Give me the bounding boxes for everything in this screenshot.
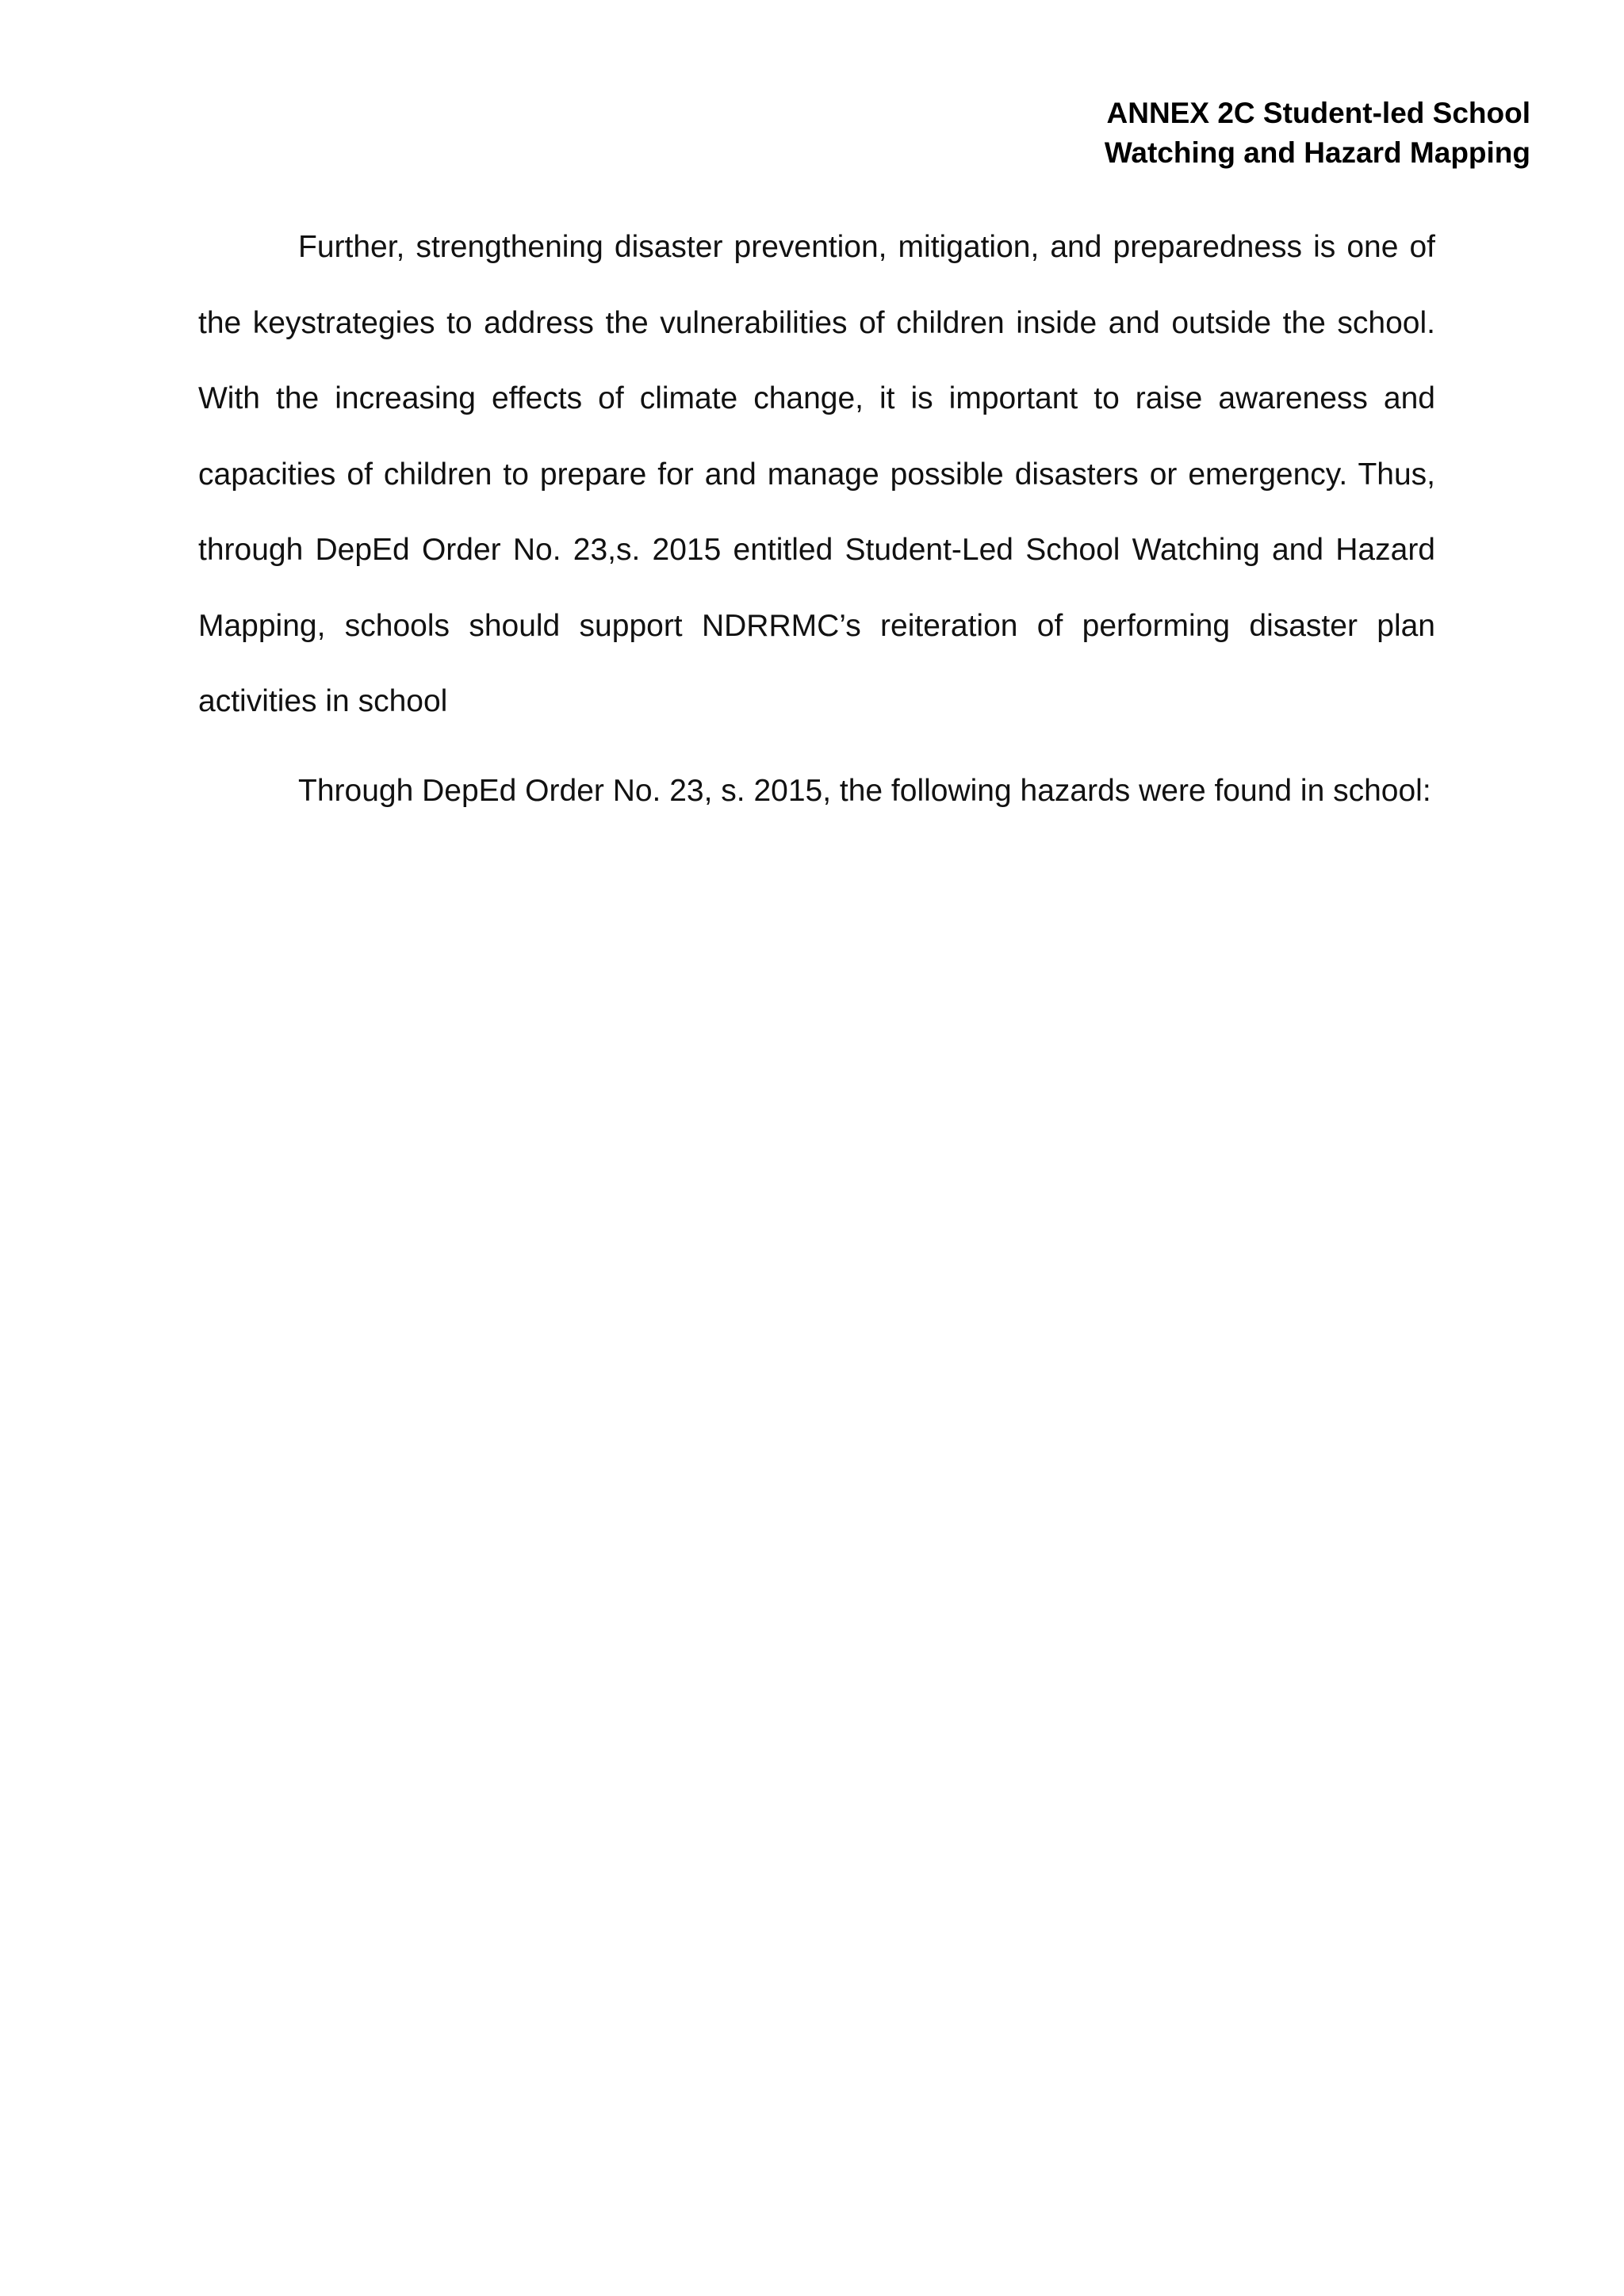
annex-header-line-2: Watching and Hazard Mapping [1104, 136, 1530, 169]
body-paragraph-2: Through DepEd Order No. 23, s. 2015, the following hazards were found in school: [298, 774, 1431, 808]
body-paragraph-1: Further, strengthening disaster prevention, mitigation, and preparedness is one of the keystrategies to address the vulnerabilities of children inside and outside the school. With the increasing effects of climate change, it is important to raise awareness and capacities of children to prepare for and manage possible disasters or emergency. Thus, through DepEd Order No. 23,s. 2015 entitled Student-Led School Watching and Hazard Mapping, schools should support NDRRMC’s reiteration of performing disaster plan activities in school [198, 230, 1435, 718]
annex-header [1105, 94, 1530, 173]
annex-header-line-1: ANNEX 2C Student-led School [1106, 97, 1530, 129]
